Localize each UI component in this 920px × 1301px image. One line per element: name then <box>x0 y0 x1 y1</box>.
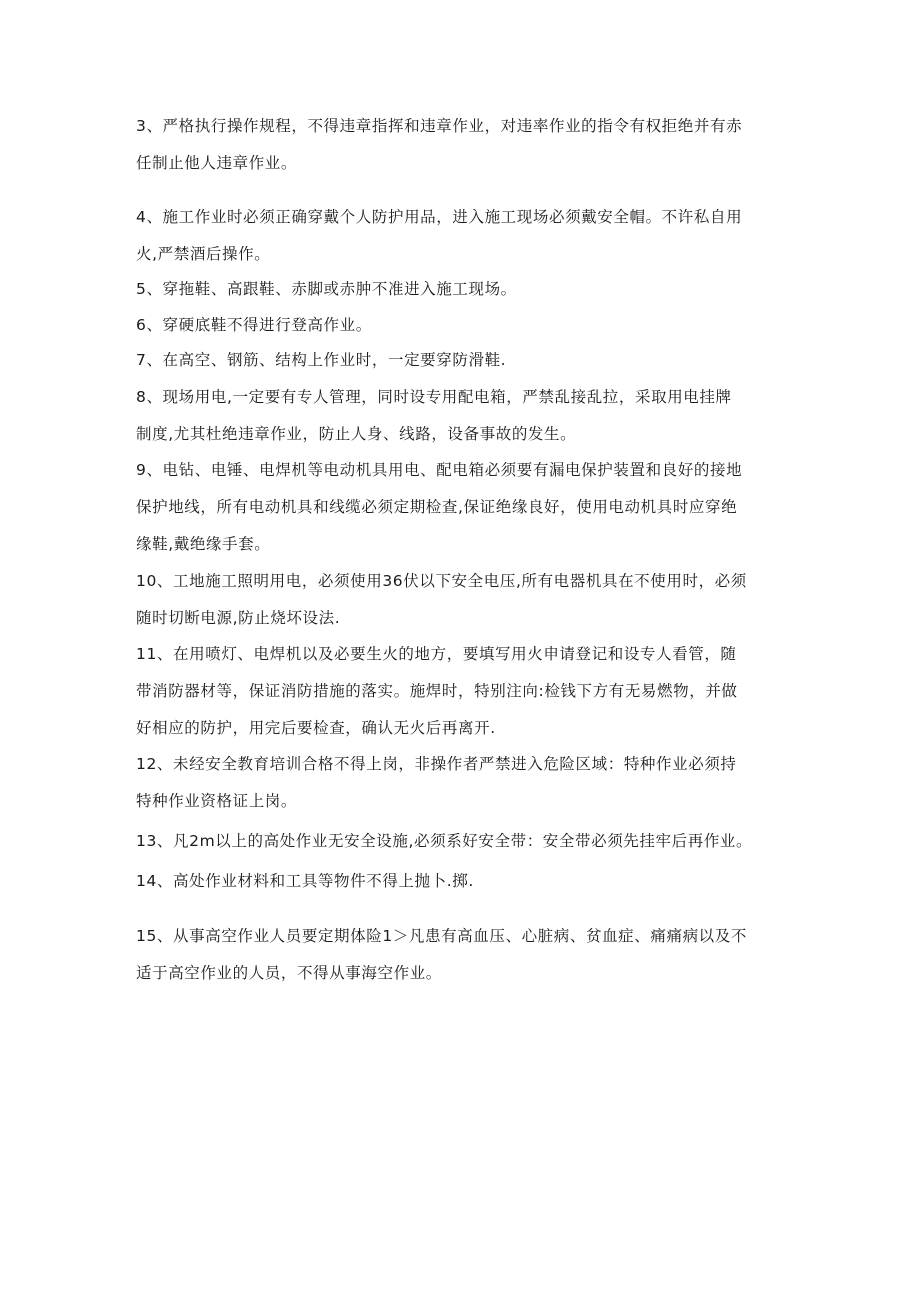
rule-item-14: 14、高处作业材料和工具等物件不得上抛卜.掷. <box>136 872 474 890</box>
rule-item-9: 9、电钻、电锤、电焊机等电动机具用电、配电箱必须要有漏电保护装置和良好的接地 保护地线，所有电动机具和线缆必须定期检查,保证绝缘良好，使用电动机具时应穿绝 缘鞋,戴绝缘手套。 <box>136 461 743 553</box>
rule-item-4: 4、施工作业时必须正确穿戴个人防护用品，进入施工现场必须戴安全帽。不许私自用 火,严禁酒后操作。 <box>136 208 743 263</box>
rule-item-3: 3、严格执行操作规程，不得违章指挥和违章作业，对违率作业的指令有权拒绝并有赤 任制止他人违章作业。 <box>136 117 743 172</box>
rule-item-13: 13、凡2m以上的高处作业无安全设施,必须系好安全带：安全带必须先挂牢后再作业。 <box>136 832 753 850</box>
rule-item-11: 11、在用喷灯、电焊机以及必要生火的地方，要填写用火申请登记和设专人看管，随 带消防器材等，保证消防措施的落实。施焊时，特别注向:检钱下方有无易燃物，并做 好相应的防护，用完后要检查，确认无火后再离开. <box>136 645 738 737</box>
rule-item-7: 7、在高空、钢筋、结构上作业时，一定要穿防滑鞋. <box>136 351 507 369</box>
rule-item-5: 5、穿拖鞋、高跟鞋、赤脚或赤肿不准进入施工现场。 <box>136 280 517 298</box>
rule-item-12: 12、未经安全教育培训合格不得上岗，非操作者严禁进入危险区域：特种作业必须持 特种作业资格证上岗。 <box>136 755 737 810</box>
rule-item-10: 10、工地施工照明用电，必须使用36伏以下安全电压,所有电器机具在不使用时，必须 随时切断电源,防止烧坏设法. <box>136 572 747 627</box>
rule-item-6: 6、穿硬底鞋不得进行登高作业。 <box>136 316 372 334</box>
rule-item-8: 8、现场用电,一定要有专人管理，同时设专用配电箱，严禁乱接乱拉，采取用电挂牌 制度,尤其杜绝违章作业，防止人身、线路，设备事故的发生。 <box>136 388 732 443</box>
rule-item-15: 15、从事高空作业人员要定期体险1＞凡患有高血压、心脏病、贫血症、痛痛病以及不 适于高空作业的人员，不得从事海空作业。 <box>136 927 747 982</box>
